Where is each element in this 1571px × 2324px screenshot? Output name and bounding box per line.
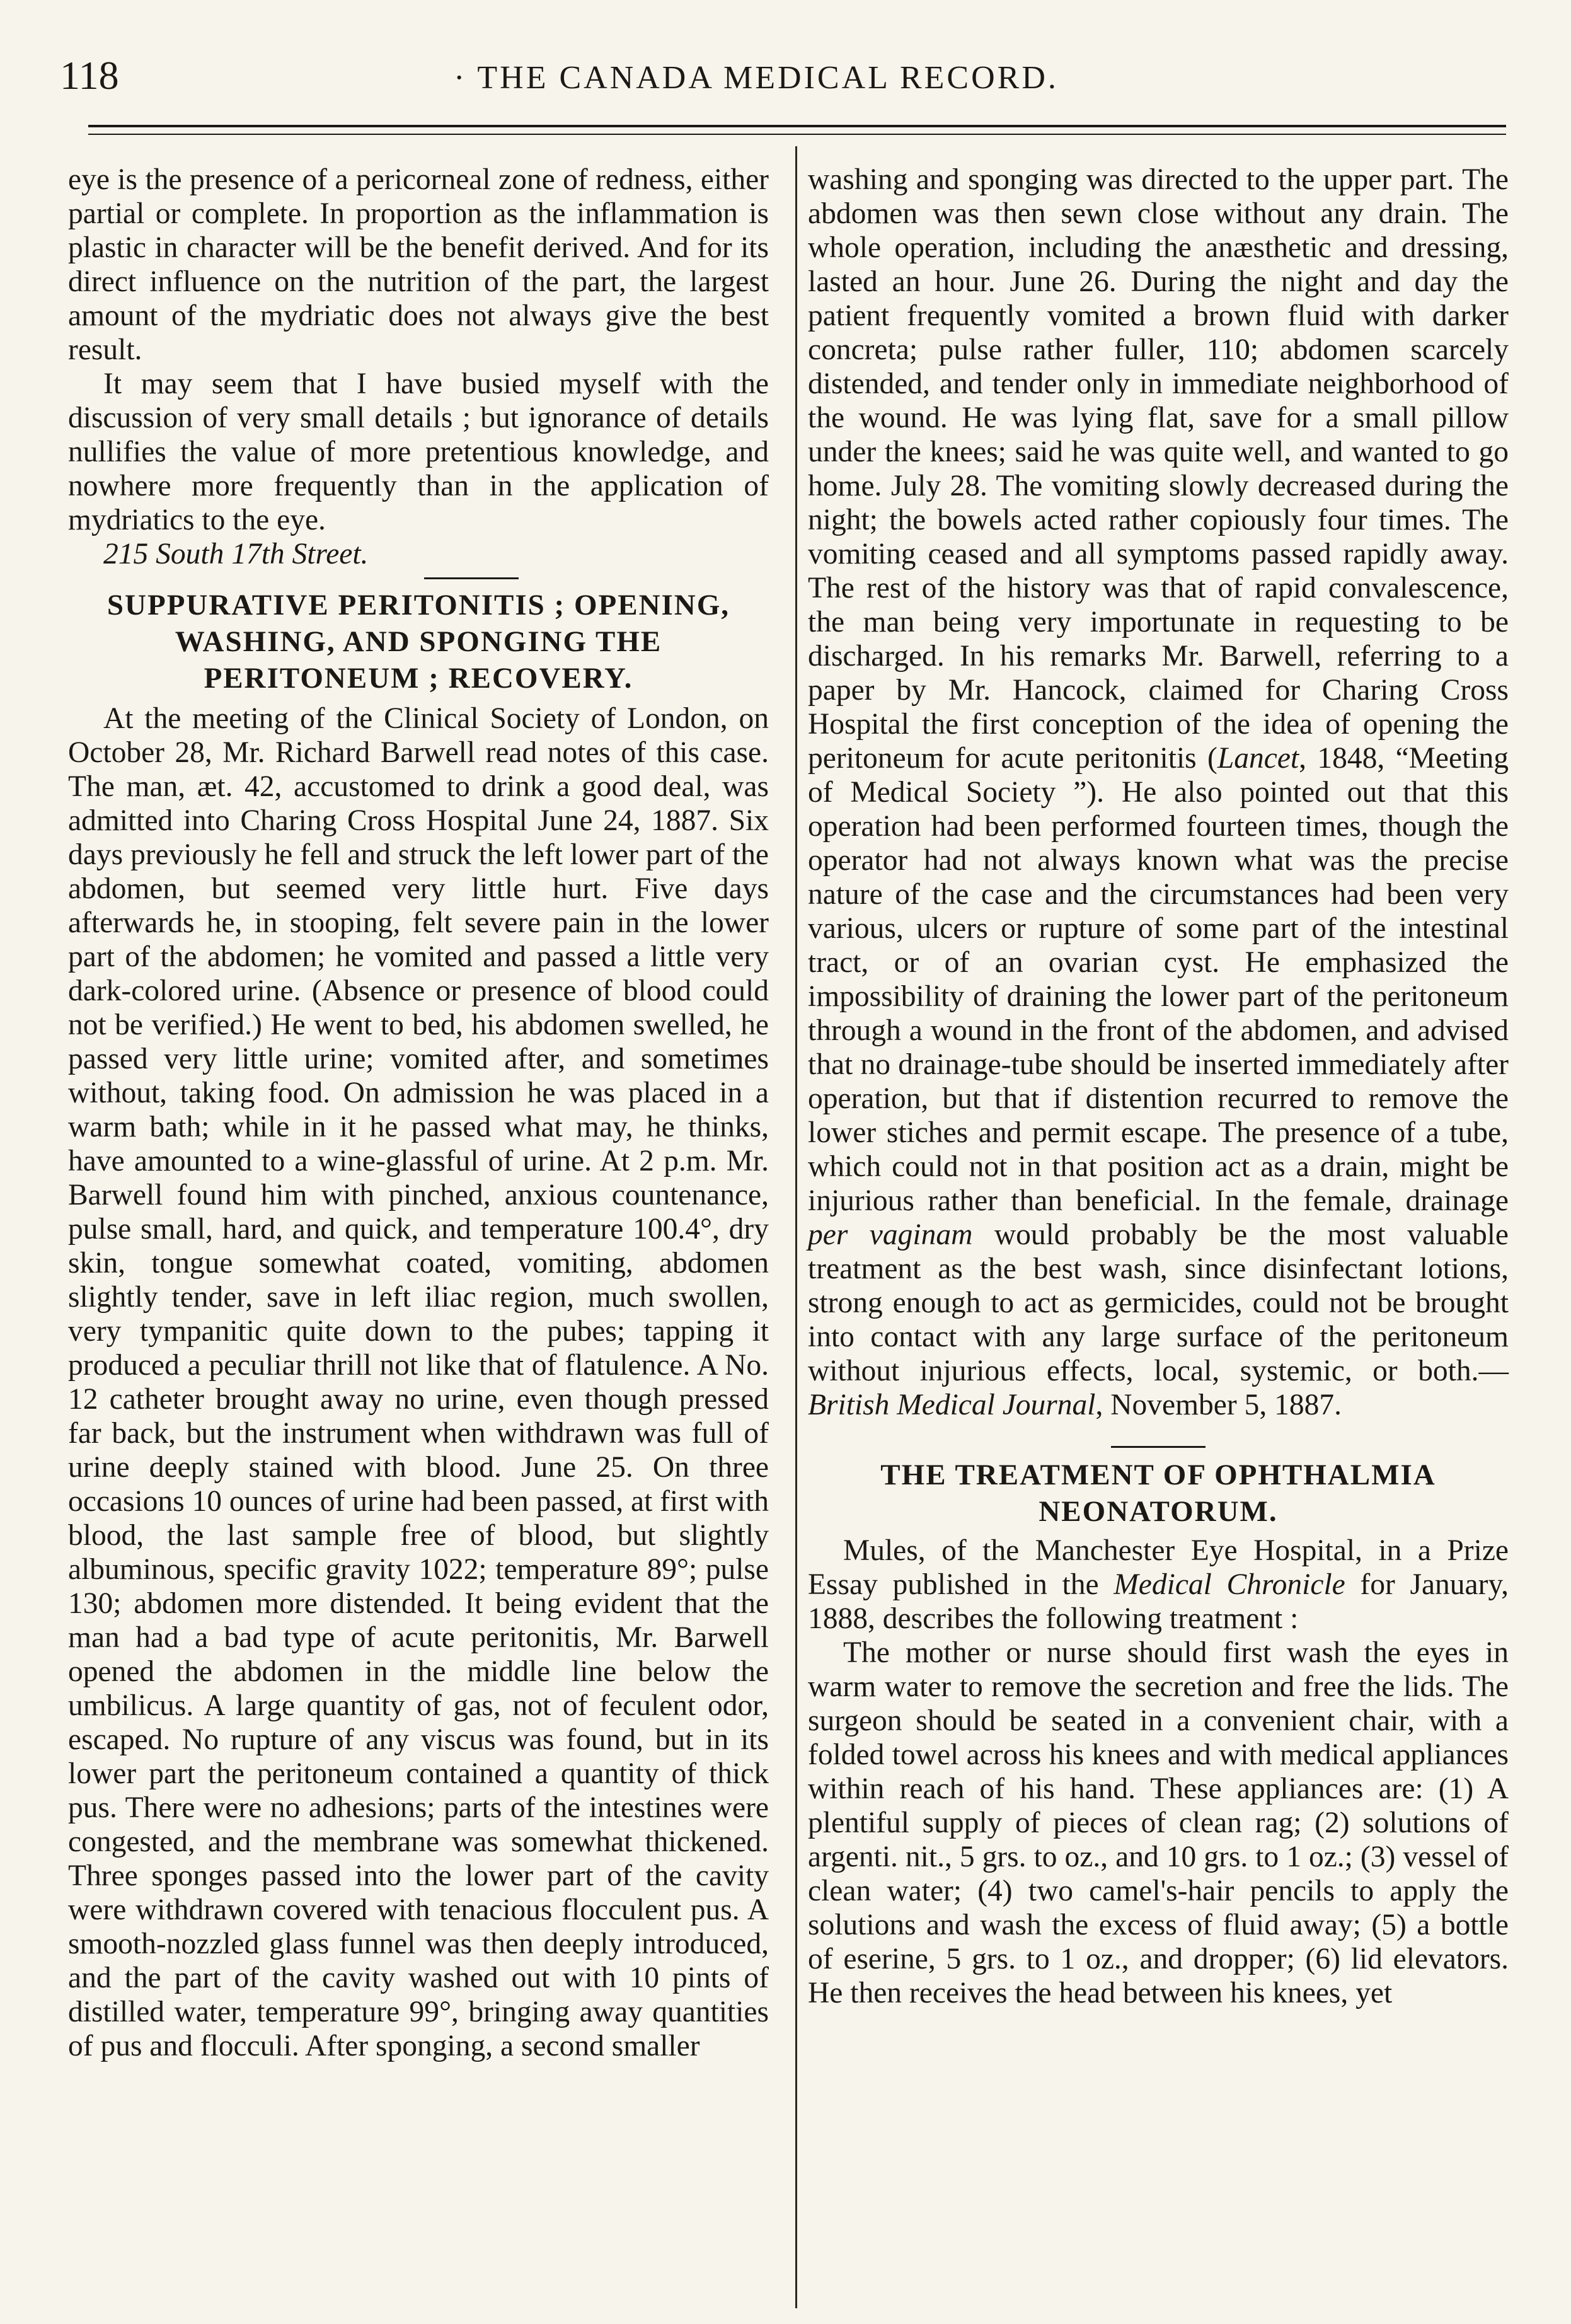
ophthalmia-treatment: The mother or nurse should first wash the eyes in warm water to remove the secretion and free the lids. The surgeon should be seated in a convenient chair, with a folded towel across his knees and with medical appliances within reach of his hand. These appliances are: (1) A plentiful supply of pieces of clean rag; (2) solutions of argenti. nit., 5 grs. to oz., and 10 grs. to 1 oz.; (3) vessel of clean water; (4) two camel's-hair pencils to apply the solutions and wash the excess of fluid away; (5) a bottle of eserine, 5 grs. to 1 oz., and dropper; (6) lid elevators. He then receives the head between his knees, yet xyxy=(808,1636,1509,2009)
chronicle-citation: Medical Chronicle xyxy=(1114,1568,1345,1601)
header-rule-thin xyxy=(88,134,1506,135)
article-body-continued xyxy=(808,163,1509,1422)
body-text-c: would probably be the most valuable treatment as the best wash, since disinfectant lotions, strong enough to act as germicides, could not be brought into contact with any large surface of the peritoneum without injurious effects, local, systemic, or both.— xyxy=(808,1218,1509,1387)
column-divider xyxy=(795,146,797,2308)
section-separator xyxy=(1111,1446,1206,1448)
lancet-citation: Lancet xyxy=(1217,742,1299,775)
section-separator xyxy=(424,577,519,579)
body-text-a: washing and sponging was directed to the upper part. The abdomen was then sewn close without any drain. The whole operation, including the anæsthetic and dressing, lasted an hour. June 26. During the night and day the patient frequently vomited a brown fluid with darker concreta; pulse rather fuller, 110; abdomen scarcely distended, and tender only in immediate neighborhood of the wound. He was lying flat, save for a small pillow under the knees; said he was quite well, and wanted to go home. July 28. The vomiting slowly decreased during the night; the bowels acted rather copiously four times. The vomiting ceased and all symptoms passed rapidly away. The rest of the history was that of rapid convalescence, the man being very importunate in requesting to be discharged. In his remarks Mr. Barwell, referring to a paper by Mr. Hancock, claimed for Charing Cross Hospital the first conception of the idea of opening the peritoneum for acute peritonitis ( xyxy=(808,163,1509,775)
header-rule xyxy=(88,125,1506,127)
intro-text-b: for January, 1888, describes the following treatment : xyxy=(808,1568,1509,1635)
article-body-peritonitis: At the meeting of the Clinical Society of London, on October 28, Mr. Richard Barwell read notes of this case. The man, æt. 42, accustomed to drink a good deal, was admitted into Charing Cross Hospital June 24, 1887. Six days previously he fell and struck the left lower part of the abdomen, but seemed very little hurt. Five days afterwards he, in stooping, felt severe pain in the lower part of the abdomen; he vomited and passed a little very dark-colored urine. (Absence or presence of blood could not be verified.) He went to bed, his abdomen swelled, he passed very little urine; vomited after, and sometimes without, taking food. On admission he was placed in a warm bath; while in it he passed what may, he thinks, have amounted to a wine-glassful of urine. At 2 p.m. Mr. Barwell found him with pinched, anxious countenance, pulse small, hard, and quick, and temperature 100.4°, dry skin, tongue somewhat coated, vomiting, abdomen slightly tender, save in left iliac region, much swollen, very tympanitic quite down to the pubes; tapping it produced a peculiar thrill not like that of flatulence. A No. 12 catheter brought away no urine, even though pressed far back, but the instrument when withdrawn was full of urine deeply stained with blood. June 25. On three occasions 10 ounces of urine had been passed, at first with blood, the last sample free of blood, but slightly albuminous, specific gravity 1022; temperature 89°; pulse 130; abdomen more distended. It being evident that the man had a bad type of acute peritonitis, Mr. Barwell opened the abdomen in the middle line below the umbilicus. A large quantity of gas, not of feculent odor, escaped. No rupture of any viscus was found, but in its lower part the peritoneum contained a quantity of thick pus. There were no adhesions; parts of the intestines were congested, and the membrane was somewhat thickened. Three sponges passed into the lower part of the cavity were withdrawn covered with tenacious flocculent pus. A smooth-nozzled glass funnel was then deeply introduced, and the part of the cavity washed out with 10 pints of distilled water, temperature 99°, bringing away quantities of pus and flocculi. After sponging, a second smaller xyxy=(68,702,769,2062)
paragraph-continued: eye is the presence of a pericorneal zone of redness, either partial or complete. In proportion as the inflammation is plastic in character will be the benefit derived. And for its direct influence on the nutrition of the part, the largest amount of the mydriatic does not always give the best result. xyxy=(68,163,769,366)
paragraph-closing: It may seem that I have busied myself with the discussion of very small details ; but ignorance of details nullifies the value of more pretentious knowledge, and nowhere more frequently than in the application of mydriatics to the eye. xyxy=(68,367,769,536)
author-address xyxy=(103,537,769,571)
page-number: 118 xyxy=(60,53,119,98)
running-head: · THE CANADA MEDICAL RECORD. xyxy=(454,60,1059,96)
article-title-peritonitis: SUPPURATIVE PERITONITIS ; OPENING, WASHING, AND SPONGING THE PERITONEUM ; RECOVERY. xyxy=(106,589,730,695)
article-title-ophthalmia: THE TREATMENT OF OPHTHALMIA NEONATORUM. xyxy=(880,1459,1436,1528)
left-column xyxy=(68,163,769,2063)
per-vaginam: per vaginam xyxy=(808,1218,973,1251)
address-text: 215 South 17th Street. xyxy=(103,538,369,570)
intro-text-a: Mules, of the Manchester Eye Hospital, in a Prize Essay published in the xyxy=(808,1534,1509,1601)
body-text-b: , 1848, “Meeting of Medical Society ”). He also pointed out that this operation had been performed fourteen times, though the operator had not always known what was the precise nature of the case and the circumstances had been very various, ulcers or rupture of some part of the intestinal tract, or of an ovarian cyst. He emphasized the impossibility of draining the lower part of the peritoneum through a wound in the front of the abdomen, and advised that no drainage-tube should be inserted immediately after operation, but that if distention recurred to remove the lower stiches and permit escape. The presence of a tube, which could not in that position act as a drain, might be injurious rather than beneficial. In the female, drainage xyxy=(808,742,1509,1217)
ophthalmia-intro xyxy=(808,1534,1509,1636)
body-text-d: , November 5, 1887. xyxy=(1095,1389,1342,1421)
bmj-citation: British Medical Journal xyxy=(808,1389,1096,1421)
right-column xyxy=(808,163,1509,2010)
